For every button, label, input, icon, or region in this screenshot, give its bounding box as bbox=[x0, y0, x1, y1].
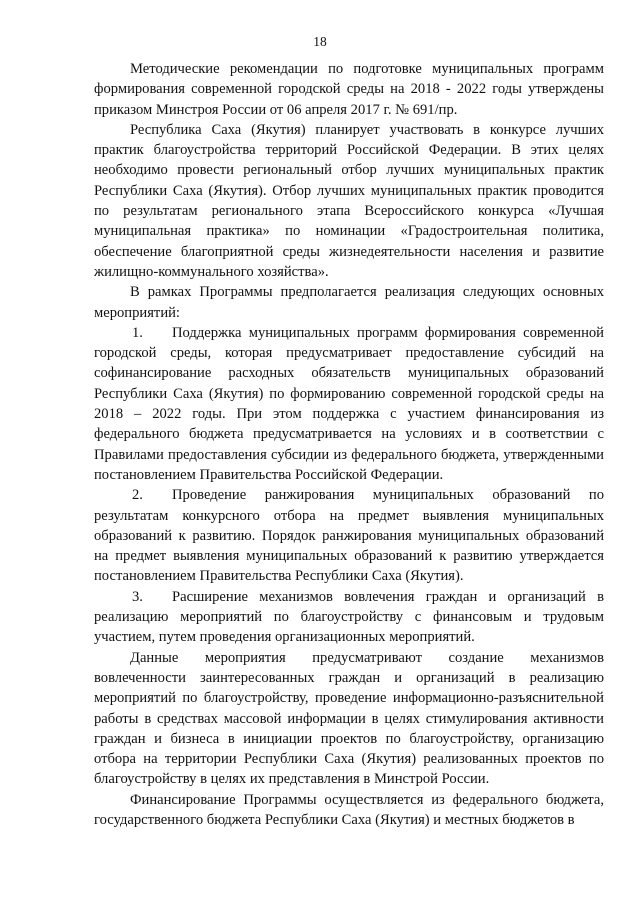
page-number: 18 bbox=[313, 34, 327, 49]
list-item-number: 1. bbox=[132, 324, 143, 341]
list-item-text: Проведение ранжирования муниципальных образований по результатам конкурсного отбора на предмет выявления муниципальных образований к развитию. Порядок ранжирования муниципальных образований на предмет выявления муниципальных образований к развитию утверждается постановлением Правительства Республики Саха (Якутия). bbox=[94, 487, 604, 585]
paragraph-program-activities-intro: В рамках Программы предполагается реализация следующих основных мероприятий: bbox=[94, 284, 604, 321]
paragraph-best-practices-contest: Республика Саха (Якутия) планирует участвовать в конкурсе лучших практик благоустройства территорий Российской Федерации. В этих целях необходимо провести региональный отбор лучших муниципальных практик Республики Саха (Якутия). Отбор лучших муниципальных практик проводится по результатам регионального этапа Всероссийского конкурса «Лучшая муниципальная практика» по номинации «Градостроительная политика, обеспечение благоприятной среды жизнедеятельности населения и развитие жилищно-коммунального хозяйства». bbox=[94, 121, 604, 280]
paragraph-methodical-recommendations: Методические рекомендации по подготовке муниципальных программ формирования современной городской среды на 2018 - 2022 годы утверждены приказом Минстроя России от 06 апреля 2017 г. № 691/пр. bbox=[94, 61, 604, 118]
list-item bbox=[94, 323, 604, 485]
list-item-text: Расширение механизмов вовлечения граждан и организаций в реализацию мероприятий по благоустройству с финансовым и трудовым участием, путем проведения организационных мероприятий. bbox=[94, 588, 604, 646]
list-item bbox=[94, 587, 604, 648]
list-item bbox=[94, 485, 604, 586]
list-item-number: 2. bbox=[132, 487, 143, 504]
paragraph-program-financing: Финансирование Программы осуществляется из федерального бюджета, государственного бюджета Республики Саха (Якутия) и местных бюджетов в bbox=[94, 791, 604, 828]
list-item-text: Поддержка муниципальных программ формирования современной городской среды, которая предусматривает предоставление субсидий на софинансирование расходных обязательств муниципальных образований Республики Саха (Якутия) по формированию современной городской среды на 2018 – 2022 годы. При этом поддержка с участием финансирования из федерального бюджета предусматривается на условиях и в соответствии с Правилами предоставления субсидии из федерального бюджета, утвержденными постановлением Правительства Российской Федерации. bbox=[94, 324, 604, 483]
list-item-number: 3. bbox=[132, 588, 143, 605]
document-body bbox=[94, 59, 604, 830]
paragraph-activities-description: Данные мероприятия предусматривают создание механизмов вовлеченности заинтересованных граждан и организаций в реализацию мероприятий по благоустройству, проведение информационно-разъяснительной работы в средствах массовой информации в целях стимулирования активности граждан и бизнеса в инициации проектов по благоустройству, организацию отбора на территории Республики Саха (Якутия) реализованных проектов по благоустройству в целях их представления в Минстрой России. bbox=[94, 649, 604, 788]
